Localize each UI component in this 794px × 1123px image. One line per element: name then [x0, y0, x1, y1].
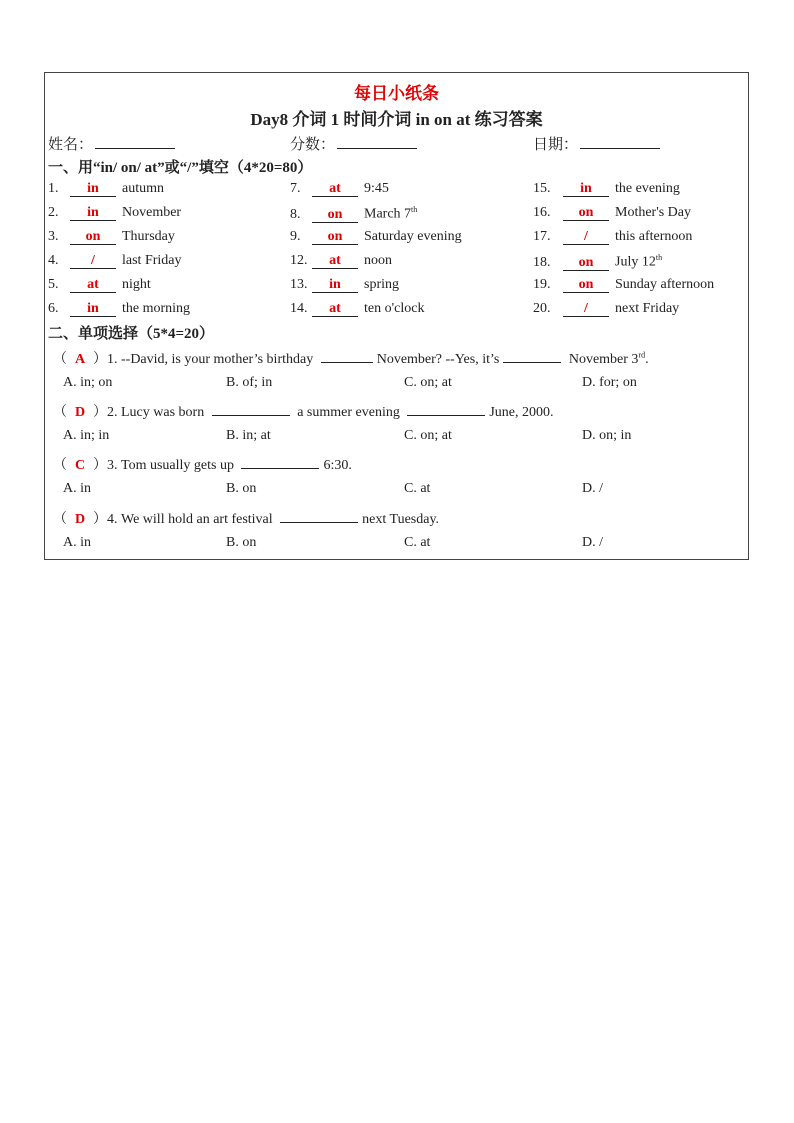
answer-blank[interactable]: at — [312, 301, 358, 317]
fill-blank-item — [48, 229, 175, 245]
question-text: . — [645, 352, 649, 367]
option-b[interactable]: B. of; in — [226, 375, 273, 390]
option-a[interactable]: A. in; in — [63, 428, 110, 443]
option-c[interactable]: C. at — [404, 481, 431, 496]
answer-blank[interactable]: on — [70, 229, 116, 245]
item-number: 1. — [48, 181, 59, 196]
option-c[interactable]: C. on; at — [404, 375, 452, 390]
answer-underline[interactable] — [241, 454, 319, 469]
answer-blank[interactable]: at — [312, 181, 358, 197]
answer-blank[interactable]: in — [312, 277, 358, 293]
superscript: th — [655, 253, 663, 262]
paren-open: （ — [53, 405, 67, 420]
item-number: 2. — [48, 205, 59, 220]
name-blank[interactable] — [95, 134, 175, 149]
question-text: 1. --David, is your mother’s birthday — [107, 352, 317, 367]
item-text: the morning — [122, 301, 191, 316]
item-number: 5. — [48, 277, 59, 292]
item-number: 12. — [290, 253, 308, 268]
option-a[interactable]: A. in — [63, 481, 91, 496]
score-blank[interactable] — [337, 134, 417, 149]
answer-blank[interactable]: in — [70, 301, 116, 317]
answer-letter[interactable]: D — [74, 405, 86, 420]
question-text: 2. Lucy was born — [107, 405, 208, 420]
fill-blank-item — [290, 253, 392, 269]
superscript: rd — [638, 350, 646, 360]
fill-blank-item — [290, 301, 424, 317]
section2-heading: 二、单项选择（5*4=20） — [48, 326, 215, 342]
item-number: 8. — [290, 206, 301, 222]
item-text: 9:45 — [364, 181, 389, 196]
item-text: spring — [364, 277, 399, 292]
answer-underline[interactable] — [280, 508, 358, 523]
option-d[interactable]: D. for; on — [582, 375, 637, 390]
question-line — [53, 454, 352, 474]
fill-blank-item — [48, 253, 182, 269]
item-text: ten o'clock — [364, 301, 425, 316]
option-c[interactable]: C. at — [404, 535, 431, 550]
option-b[interactable]: B. on — [226, 535, 257, 550]
question-text: June, 2000. — [489, 405, 554, 420]
option-a[interactable]: A. in — [63, 535, 91, 550]
option-c[interactable]: C. on; at — [404, 428, 452, 443]
name-label: 姓名： — [48, 137, 94, 153]
worksheet — [44, 72, 749, 560]
worksheet-title: 每日小纸条 — [354, 84, 439, 103]
answer-blank[interactable]: at — [70, 277, 116, 293]
answer-blank[interactable]: at — [312, 253, 358, 269]
item-text: noon — [364, 253, 392, 268]
answer-blank[interactable]: / — [563, 229, 609, 245]
answer-blank[interactable]: in — [563, 181, 609, 197]
answer-underline[interactable] — [503, 348, 561, 363]
item-text: the evening — [615, 181, 680, 196]
answer-underline[interactable] — [321, 348, 373, 363]
fill-blank-item — [533, 301, 679, 317]
paren-close: ） — [93, 458, 107, 473]
score-field — [290, 133, 417, 154]
option-a[interactable]: A. in; on — [63, 375, 113, 390]
answer-blank[interactable]: in — [70, 181, 116, 197]
item-text: November — [122, 205, 182, 220]
item-text: Mother's Day — [615, 205, 692, 220]
item-number: 19. — [533, 277, 551, 292]
worksheet-subtitle: Day8 介词 1 时间介词 in on at 练习答案 — [250, 110, 543, 129]
option-b[interactable]: B. in; at — [226, 428, 271, 443]
answer-underline[interactable] — [407, 401, 485, 416]
paren-close: ） — [93, 405, 107, 420]
fill-blank-item — [533, 205, 691, 221]
paren-open: （ — [53, 352, 67, 367]
name-field — [48, 133, 175, 154]
item-text: Thursday — [122, 229, 175, 244]
item-number: 14. — [290, 301, 308, 316]
item-number: 7. — [290, 181, 301, 196]
item-text: next Friday — [615, 301, 680, 316]
question-text: November? --Yes, it’s — [376, 352, 500, 367]
item-text: this afternoon — [615, 229, 693, 244]
answer-blank[interactable]: on — [312, 207, 358, 223]
item-text: Saturday evening — [364, 229, 462, 244]
question-line — [53, 348, 649, 368]
fill-blank-item — [48, 205, 181, 221]
item-number: 15. — [533, 181, 551, 196]
item-number: 17. — [533, 229, 551, 244]
item-number: 20. — [533, 301, 551, 316]
score-label: 分数： — [290, 137, 336, 153]
question-text: November 3 — [565, 352, 639, 367]
superscript: th — [411, 205, 418, 214]
option-b[interactable]: B. on — [226, 481, 257, 496]
answer-blank[interactable]: / — [70, 253, 116, 269]
answer-blank[interactable]: / — [563, 301, 609, 317]
item-number: 4. — [48, 253, 59, 268]
answer-blank[interactable]: on — [563, 255, 609, 271]
answer-blank[interactable]: on — [563, 277, 609, 293]
answer-blank[interactable]: in — [70, 205, 116, 221]
answer-letter[interactable]: D — [74, 512, 86, 527]
item-text: Sunday afternoon — [615, 277, 715, 292]
answer-letter[interactable]: C — [74, 458, 86, 473]
paren-open: （ — [53, 458, 67, 473]
item-number: 18. — [533, 254, 551, 270]
paren-close: ） — [93, 512, 107, 527]
item-text: last Friday — [122, 253, 182, 268]
fill-blank-item — [533, 181, 680, 197]
fill-blank-item — [48, 301, 190, 317]
answer-underline[interactable] — [212, 401, 290, 416]
fill-blank-item — [290, 181, 389, 197]
item-text: autumn — [122, 181, 164, 196]
item-number: 13. — [290, 277, 308, 292]
question-line — [53, 401, 554, 421]
fill-blank-item — [533, 277, 714, 293]
section1-heading: 一、用“in/ on/ at”或“/”填空（4*20=80） — [48, 160, 313, 176]
answer-blank[interactable]: on — [312, 229, 358, 245]
item-text: July 12 — [615, 254, 656, 270]
option-d[interactable]: D. / — [582, 535, 603, 550]
paren-close: ） — [93, 352, 107, 367]
fill-blank-item — [48, 277, 151, 293]
answer-letter[interactable]: A — [74, 352, 86, 367]
fill-blank-item — [533, 229, 692, 245]
fill-blank-item — [290, 277, 399, 293]
date-field — [533, 133, 660, 154]
date-label: 日期： — [533, 137, 579, 153]
fill-blank-item — [290, 229, 462, 245]
item-text: March 7 — [364, 206, 412, 222]
question-text: a summer evening — [293, 405, 404, 420]
item-number: 9. — [290, 229, 301, 244]
question-text: 3. Tom usually gets up — [107, 458, 238, 473]
fill-blank-item — [533, 253, 662, 271]
fill-blank-item — [290, 205, 417, 223]
question-text: 4. We will hold an art festival — [107, 512, 277, 527]
answer-blank[interactable]: on — [563, 205, 609, 221]
item-number: 3. — [48, 229, 59, 244]
fill-blank-item — [48, 181, 164, 197]
question-text: next Tuesday. — [362, 512, 440, 527]
paren-open: （ — [53, 512, 67, 527]
option-d[interactable]: D. / — [582, 481, 603, 496]
option-d[interactable]: D. on; in — [582, 428, 632, 443]
item-number: 6. — [48, 301, 59, 316]
date-blank[interactable] — [580, 134, 660, 149]
item-number: 16. — [533, 205, 551, 220]
question-line — [53, 508, 439, 528]
question-text: 6:30. — [323, 458, 352, 473]
item-text: night — [122, 277, 151, 292]
